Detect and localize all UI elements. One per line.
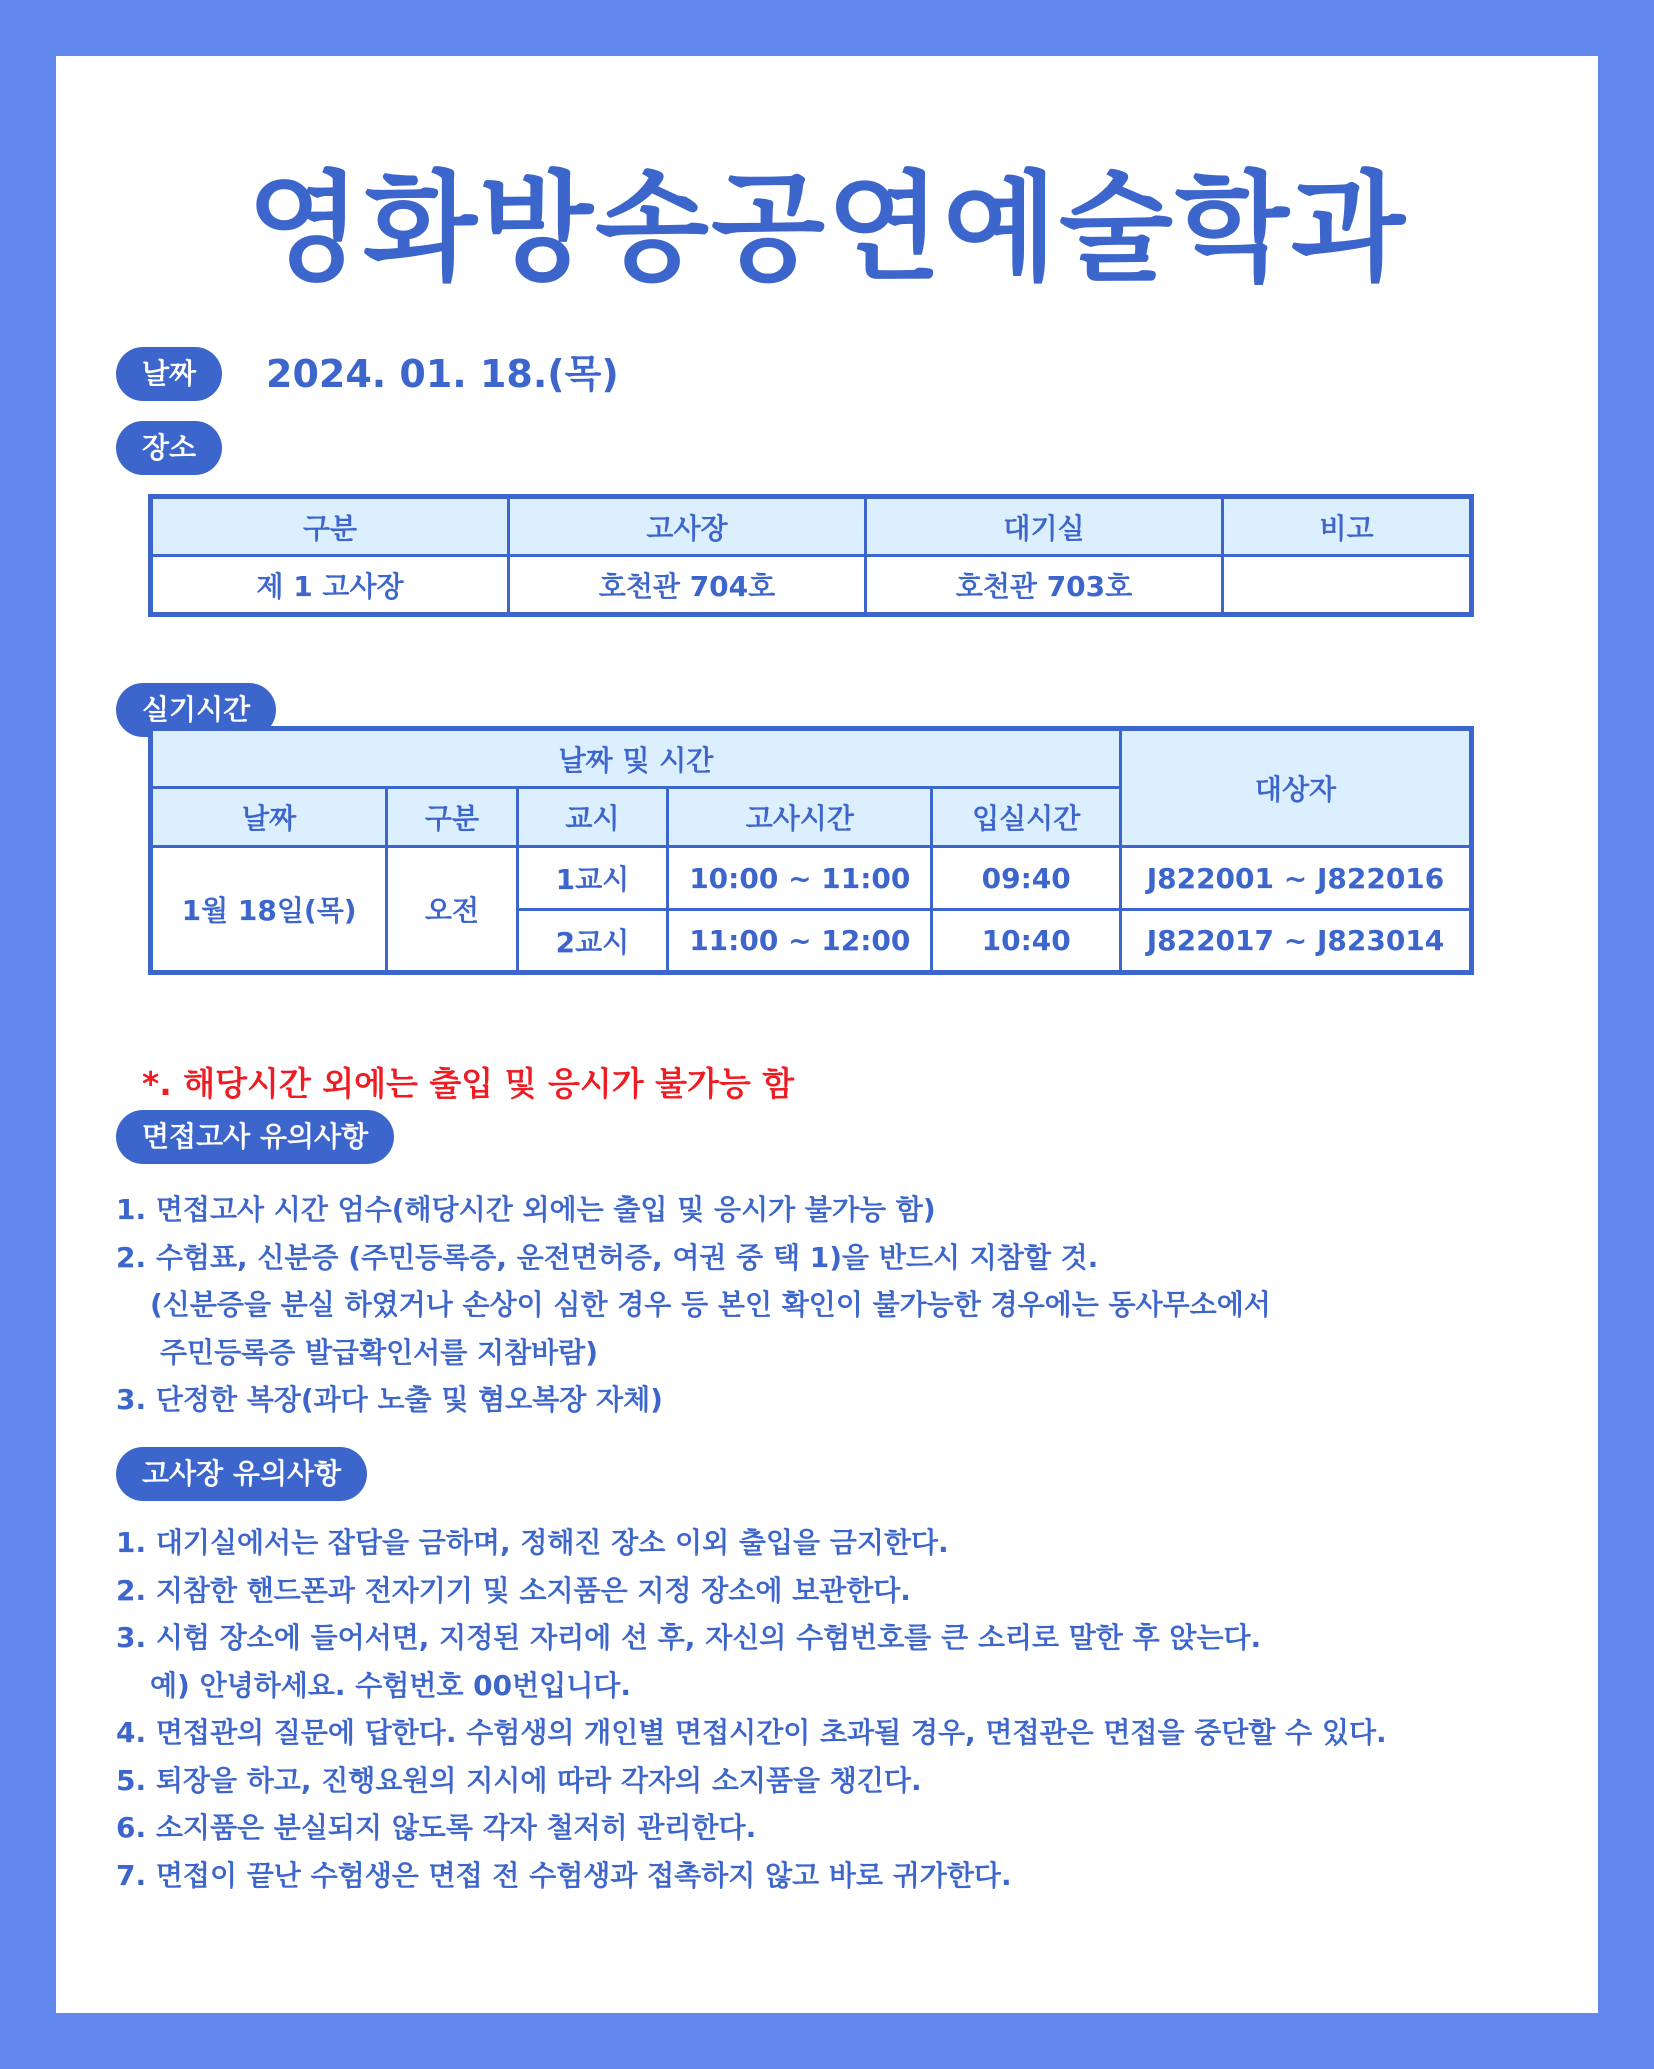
location-label-badge: 장소 — [116, 421, 222, 475]
interview-notes-badge: 면접고사 유의사항 — [116, 1110, 394, 1164]
schedule-table-group-row — [151, 729, 1472, 788]
location-header-exam-room: 고사장 — [509, 497, 866, 556]
location-table-header-row — [151, 497, 1472, 556]
location-cell-exam-room: 호천관 704호 — [509, 556, 866, 615]
list-item: 1. 대기실에서는 잡담을 금하며, 정해진 장소 이외 출입을 금지한다. — [116, 1526, 949, 1559]
list-item: 4. 면접관의 질문에 답한다. 수험생의 개인별 면접시간이 초과될 경우, 면접관은 면접을 중단할 수 있다. — [116, 1716, 1387, 1749]
list-item: 5. 퇴장을 하고, 진행요원의 지시에 따라 각자의 소지품을 챙긴다. — [116, 1763, 922, 1797]
list-item: 3. 시험 장소에 들어서면, 지정된 자리에 선 후, 자신의 수험번호를 큰 소리로 말한 후 앉는다. — [116, 1621, 1262, 1654]
schedule-cell-exam-time: 11:00 ~ 12:00 — [668, 910, 932, 973]
schedule-cell-entry-time: 09:40 — [932, 847, 1121, 910]
hall-notes-badge: 고사장 유의사항 — [116, 1447, 367, 1501]
exam-date: 2024. 01. 18.(목) — [266, 352, 619, 396]
schedule-cell-target: J822001 ~ J822016 — [1120, 847, 1471, 910]
schedule-header-entry-time: 입실시간 — [932, 788, 1121, 847]
list-item: 2. 지참한 핸드폰과 전자기기 및 소지품은 지정 장소에 보관한다. — [116, 1573, 911, 1607]
location-header-remarks: 비고 — [1223, 497, 1472, 556]
schedule-cell-entry-time: 10:40 — [932, 910, 1121, 973]
list-item: 6. 소지품은 분실되지 않도록 각자 철저히 관리한다. — [116, 1811, 757, 1844]
location-header-category: 구분 — [151, 497, 509, 556]
schedule-table — [148, 726, 1474, 975]
date-label-badge: 날짜 — [116, 347, 222, 401]
schedule-header-period: 교시 — [517, 788, 667, 847]
list-item: 예) 안녕하세요. 수험번호 00번입니다. — [150, 1668, 631, 1702]
schedule-cell-period: 2교시 — [517, 910, 667, 973]
location-cell-remarks — [1223, 556, 1472, 615]
schedule-cell-period: 1교시 — [517, 847, 667, 910]
location-header-waiting-room: 대기실 — [866, 497, 1223, 556]
schedule-header-group: 날짜 및 시간 — [151, 729, 1121, 788]
notice-page — [56, 56, 1598, 2013]
location-cell-waiting-room: 호천관 703호 — [866, 556, 1223, 615]
list-item: 2. 수험표, 신분증 (주민등록증, 운전면허증, 여권 중 택 1)을 반드시 지참할 것. — [116, 1240, 1099, 1274]
schedule-cell-exam-time: 10:00 ~ 11:00 — [668, 847, 932, 910]
location-cell-category: 제 1 고사장 — [151, 556, 509, 615]
hall-notes-list — [116, 1519, 1387, 1899]
schedule-header-category: 구분 — [387, 788, 518, 847]
warning-note: *. 해당시간 외에는 출입 및 응시가 불가능 함 — [142, 1064, 795, 1103]
schedule-cell-target: J822017 ~ J823014 — [1120, 910, 1471, 973]
schedule-header-date: 날짜 — [151, 788, 387, 847]
list-item: 7. 면접이 끝난 수험생은 면접 전 수험생과 접촉하지 않고 바로 귀가한다. — [116, 1858, 1012, 1892]
table-row — [151, 556, 1472, 615]
interview-notes-list — [116, 1186, 1271, 1424]
list-item: 1. 면접고사 시간 엄수(해당시간 외에는 출입 및 응시가 불가능 함) — [116, 1193, 936, 1226]
schedule-header-target: 대상자 — [1120, 729, 1471, 847]
schedule-cell-session: 오전 — [387, 847, 518, 973]
page-title: 영화방송공연예술학과 — [247, 159, 1407, 297]
list-item: 주민등록증 발급확인서를 지참바람) — [160, 1335, 599, 1369]
list-item: (신분증을 분실 하였거나 손상이 심한 경우 등 본인 확인이 불가능한 경우에는 동사무소에서 — [150, 1288, 1271, 1321]
schedule-cell-date: 1월 18일(목) — [151, 847, 387, 973]
schedule-label-badge: 실기시간 — [116, 683, 276, 737]
location-table — [148, 494, 1474, 617]
table-row — [151, 847, 1472, 910]
schedule-header-exam-time: 고사시간 — [668, 788, 932, 847]
list-item: 3. 단정한 복장(과다 노출 및 혐오복장 자체) — [116, 1383, 663, 1416]
